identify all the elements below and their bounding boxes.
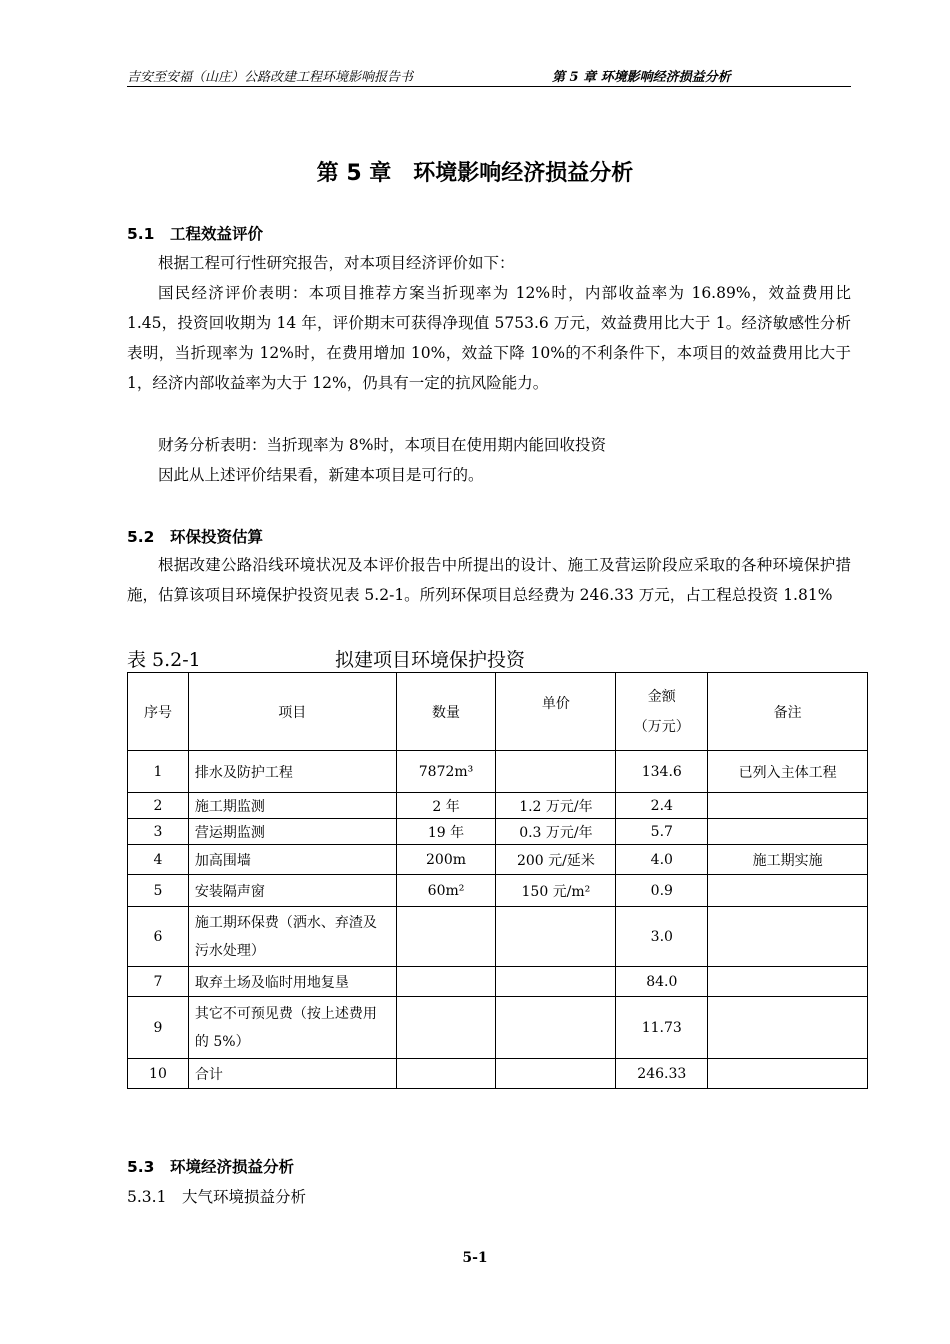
cell-amount: 5.7 [616, 819, 708, 845]
cell-amount: 2.4 [616, 793, 708, 819]
header-amount [616, 673, 708, 751]
cell-note: 已列入主体工程 [708, 751, 868, 793]
page-header [127, 64, 851, 87]
cell-note [708, 967, 868, 997]
table-row [128, 845, 868, 875]
cell-item: 合计 [188, 1059, 396, 1089]
cell-note: 施工期实施 [708, 845, 868, 875]
header-qty: 数量 [396, 673, 496, 751]
cell-price [496, 907, 616, 967]
cell-seq: 10 [128, 1059, 189, 1089]
cell-qty [396, 997, 496, 1059]
header-report-title: 吉安至安福（山庄）公路改建工程环境影响报告书 [127, 70, 414, 85]
cell-price: 0.3 万元/年 [496, 819, 616, 845]
table-header-row [128, 673, 868, 751]
cell-item: 排水及防护工程 [188, 751, 396, 793]
header-amount-line-2: （万元） [633, 718, 690, 735]
section-5-3-1-heading: 5.3.1 大气环境损益分析 [127, 1188, 306, 1206]
table-label: 表 5.2-1 [127, 649, 201, 671]
section-5-1-heading: 5.1 工程效益评价 [127, 225, 263, 243]
section-5-1-para-2: 国民经济评价表明：本项目推荐方案当折现率为 12%时，内部收益率为 16.89%，效益费用比 1.45，投资回收期为 14 年，评价期末可获得净现值 5753.6 万元，效益费用比大于 1。经济敏感性分析表明，当折现率为 12%时，在费用增加 10%，效益下降 10%的不利条件下，本项目的效益费用比大于 1，经济内部收益率为大于 12%，仍具有一定的抗风险能力。 [127, 284, 851, 392]
cell-qty: 2 年 [396, 793, 496, 819]
cell-qty [396, 1059, 496, 1089]
cell-item: 取弃土场及临时用地复垦 [188, 967, 396, 997]
table-title: 拟建项目环境保护投资 [335, 649, 526, 671]
header-seq: 序号 [128, 673, 189, 751]
cell-amount: 134.6 [616, 751, 708, 793]
cell-qty: 200m [396, 845, 496, 875]
header-item: 项目 [188, 673, 396, 751]
section-5-1-para-1: 根据工程可行性研究报告，对本项目经济评价如下： [158, 254, 515, 272]
table-row [128, 997, 868, 1059]
cell-qty: 7872m³ [396, 751, 496, 793]
cell-amount: 4.0 [616, 845, 708, 875]
cell-price [496, 751, 616, 793]
cell-seq: 4 [128, 845, 189, 875]
investment-table [127, 672, 868, 1089]
table-row [128, 875, 868, 907]
cell-price: 200 元/延米 [496, 845, 616, 875]
cell-seq: 9 [128, 997, 189, 1059]
section-5-1-para-3: 财务分析表明：当折现率为 8%时，本项目在使用期内能回收投资 [158, 436, 607, 454]
table-caption [127, 645, 526, 672]
cell-price: 1.2 万元/年 [496, 793, 616, 819]
table-row [128, 793, 868, 819]
table-row [128, 1059, 868, 1089]
cell-price [496, 967, 616, 997]
table-row [128, 751, 868, 793]
chapter-title: 第 5 章 环境影响经济损益分析 [316, 161, 634, 186]
cell-note [708, 875, 868, 907]
cell-amount: 84.0 [616, 967, 708, 997]
cell-qty: 19 年 [396, 819, 496, 845]
cell-amount: 0.9 [616, 875, 708, 907]
cell-seq: 2 [128, 793, 189, 819]
cell-note [708, 1059, 868, 1089]
cell-item: 施工期环保费（洒水、弃渣及污水处理） [188, 907, 396, 967]
cell-seq: 3 [128, 819, 189, 845]
cell-amount: 246.33 [616, 1059, 708, 1089]
header-amount-line-1: 金额 [647, 688, 676, 705]
cell-note [708, 907, 868, 967]
cell-seq: 6 [128, 907, 189, 967]
cell-item: 营运期监测 [188, 819, 396, 845]
cell-qty: 60m² [396, 875, 496, 907]
cell-price [496, 1059, 616, 1089]
section-5-2-heading: 5.2 环保投资估算 [127, 528, 263, 546]
cell-item: 安装隔声窗 [188, 875, 396, 907]
cell-price: 150 元/m² [496, 875, 616, 907]
cell-item: 其它不可预见费（按上述费用的 5%） [188, 997, 396, 1059]
table-row [128, 907, 868, 967]
cell-price [496, 997, 616, 1059]
cell-amount: 3.0 [616, 907, 708, 967]
header-price: 单价 [496, 673, 616, 751]
cell-note [708, 819, 868, 845]
cell-item: 加高围墙 [188, 845, 396, 875]
cell-amount: 11.73 [616, 997, 708, 1059]
cell-seq: 1 [128, 751, 189, 793]
header-note: 备注 [708, 673, 868, 751]
page-number: 5-1 [462, 1250, 488, 1266]
header-chapter-title: 第 5 章 环境影响经济损益分析 [552, 70, 731, 85]
cell-note [708, 997, 868, 1059]
cell-note [708, 793, 868, 819]
cell-seq: 5 [128, 875, 189, 907]
table-row [128, 819, 868, 845]
section-5-1-para-4: 因此从上述评价结果看，新建本项目是可行的。 [158, 466, 484, 484]
cell-seq: 7 [128, 967, 189, 997]
section-5-2-para-1: 根据改建公路沿线环境状况及本评价报告中所提出的设计、施工及营运阶段应采取的各种环境保护措施，估算该项目环境保护投资见表 5.2-1。所列环保项目总经费为 246.33 万元，占工程总投资 1.81% [127, 556, 851, 604]
cell-qty [396, 907, 496, 967]
cell-qty [396, 967, 496, 997]
cell-item: 施工期监测 [188, 793, 396, 819]
section-5-3-heading: 5.3 环境经济损益分析 [127, 1158, 294, 1176]
table-row [128, 967, 868, 997]
